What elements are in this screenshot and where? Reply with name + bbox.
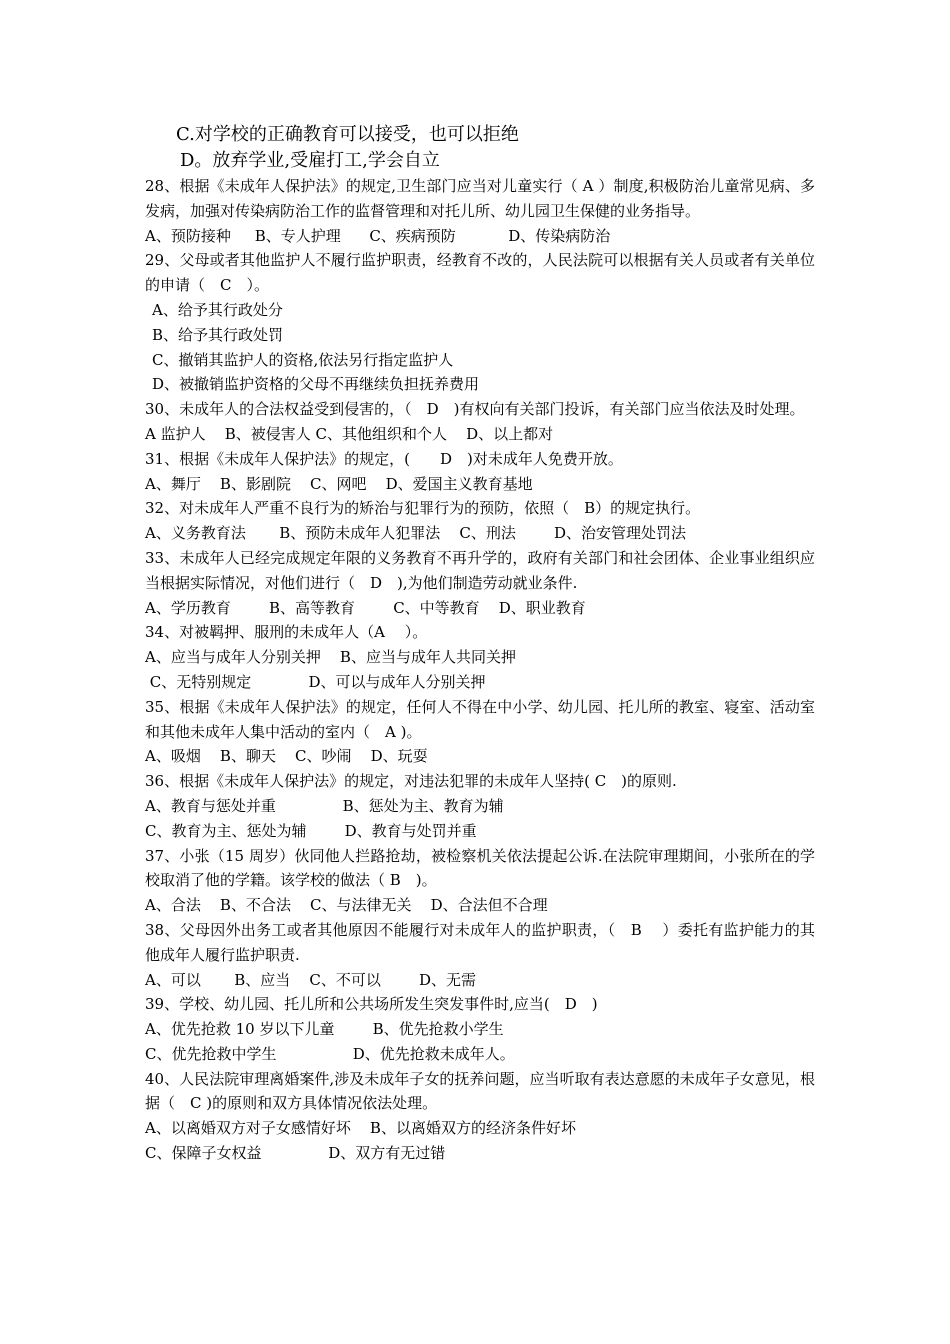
options-34-ab: A、应当与成年人分别关押 B、应当与成年人共同关押 [145, 648, 516, 667]
option-29-c: C、撤销其监护人的资格,依法另行指定监护人 [152, 350, 454, 369]
options-36-ab: A、教育与惩处并重 B、惩处为主、教育为辅 [145, 796, 504, 815]
options-31: A、舞厅 B、影剧院 C、网吧 D、爱国主义教育基地 [145, 474, 533, 493]
question-40: 40、人民法院审理离婚案件,涉及未成年子女的抚养问题，应当听取有表达意愿的未成年子女意见，根据（ C )的原则和双方具体情况依法处理。 [145, 1069, 815, 1113]
options-34-cd: C、无特别规定 D、可以与成年人分别关押 [149, 672, 486, 691]
options-40-ab: A、以离婚双方对子女感情好坏 B、以离婚双方的经济条件好坏 [145, 1119, 576, 1138]
options-35: A、吸烟 B、聊天 C、吵闹 D、玩耍 [145, 747, 428, 766]
question-37: 37、小张（15 周岁）伙同他人拦路抢劫，被检察机关依法提起公诉.在法院审理期间，小张所在的学校取消了他的学籍。该学校的做法（ B )。 [145, 846, 815, 890]
options-32: A、义务教育法 B、预防未成年人犯罪法 C、刑法 D、治安管理处罚法 [145, 524, 687, 543]
options-28: A、预防接种 B、专人护理 C、疾病预防 D、传染病防治 [145, 226, 611, 245]
option-29-d: D、被撤销监护资格的父母不再继续负担抚养费用 [152, 375, 480, 394]
question-30: 30、未成年人的合法权益受到侵害的，（ D )有权向有关部门投诉，有关部门应当依法及时处理。 [145, 400, 805, 419]
question-31: 31、根据《未成年人保护法》的规定，( D )对未成年人免费开放。 [145, 449, 623, 468]
option-29-a: A、给予其行政处分 [152, 300, 283, 319]
options-33: A、学历教育 B、高等教育 C、中等教育 D、职业教育 [145, 598, 586, 617]
options-37: A、合法 B、不合法 C、与法律无关 D、合法但不合理 [145, 896, 548, 915]
option-29-b: B、给予其行政处罚 [152, 325, 284, 344]
question-38: 38、父母因外出务工或者其他原因不能履行对未成年人的监护职责，（ B ）委托有监护能力的其他成年人履行监护职责. [145, 920, 815, 964]
question-39: 39、学校、幼儿园、托儿所和公共场所发生突发事件时,应当( D ) [145, 995, 598, 1014]
options-39-ab: A、优先抢救 10 岁以下儿童 B、优先抢救小学生 [145, 1020, 504, 1039]
document-page [145, 122, 815, 1166]
options-38: A、可以 B、应当 C、不可以 D、无需 [145, 970, 477, 989]
options-30: A 监护人 B、被侵害人 C、其他组织和个人 D、以上都对 [145, 424, 554, 443]
question-29: 29、父母或者其他监护人不履行监护职责，经教育不改的，人民法院可以根据有关人员或者有关单位的申请（ C ）。 [145, 251, 815, 295]
option-d-prev-question: D。放弃学业,受雇打工,学会自立 [180, 150, 440, 171]
option-c-prev-question: C.对学校的正确教育可以接受，也可以拒绝 [176, 124, 519, 145]
options-39-cd: C、优先抢救中学生 D、优先抢救未成年人。 [145, 1044, 515, 1063]
question-32: 32、对未成年人严重不良行为的矫治与犯罪行为的预防，依照（ B）的规定执行。 [145, 499, 701, 518]
options-36-cd: C、教育为主、惩处为辅 D、教育与处罚并重 [145, 821, 477, 840]
question-36: 36、根据《未成年人保护法》的规定，对违法犯罪的未成年人坚持( C )的原则. [145, 772, 677, 791]
question-34: 34、对被羁押、服刑的未成年人（A ）。 [145, 623, 428, 642]
question-33: 33、未成年人已经完成规定年限的义务教育不再升学的，政府有关部门和社会团体、企业事业组织应当根据实际情况，对他们进行（ D ),为他们制造劳动就业条件. [145, 548, 815, 592]
options-40-cd: C、保障子女权益 D、双方有无过错 [145, 1144, 446, 1163]
question-35: 35、根据《未成年人保护法》的规定，任何人不得在中小学、幼儿园、托儿所的教室、寝室、活动室和其他未成年人集中活动的室内（ A )。 [145, 697, 815, 741]
question-28: 28、根据《未成年人保护法》的规定,卫生部门应当对儿童实行（ A ）制度,积极防治儿童常见病、多发病，加强对传染病防治工作的监督管理和对托儿所、幼儿园卫生保健的业务指导。 [145, 177, 815, 220]
